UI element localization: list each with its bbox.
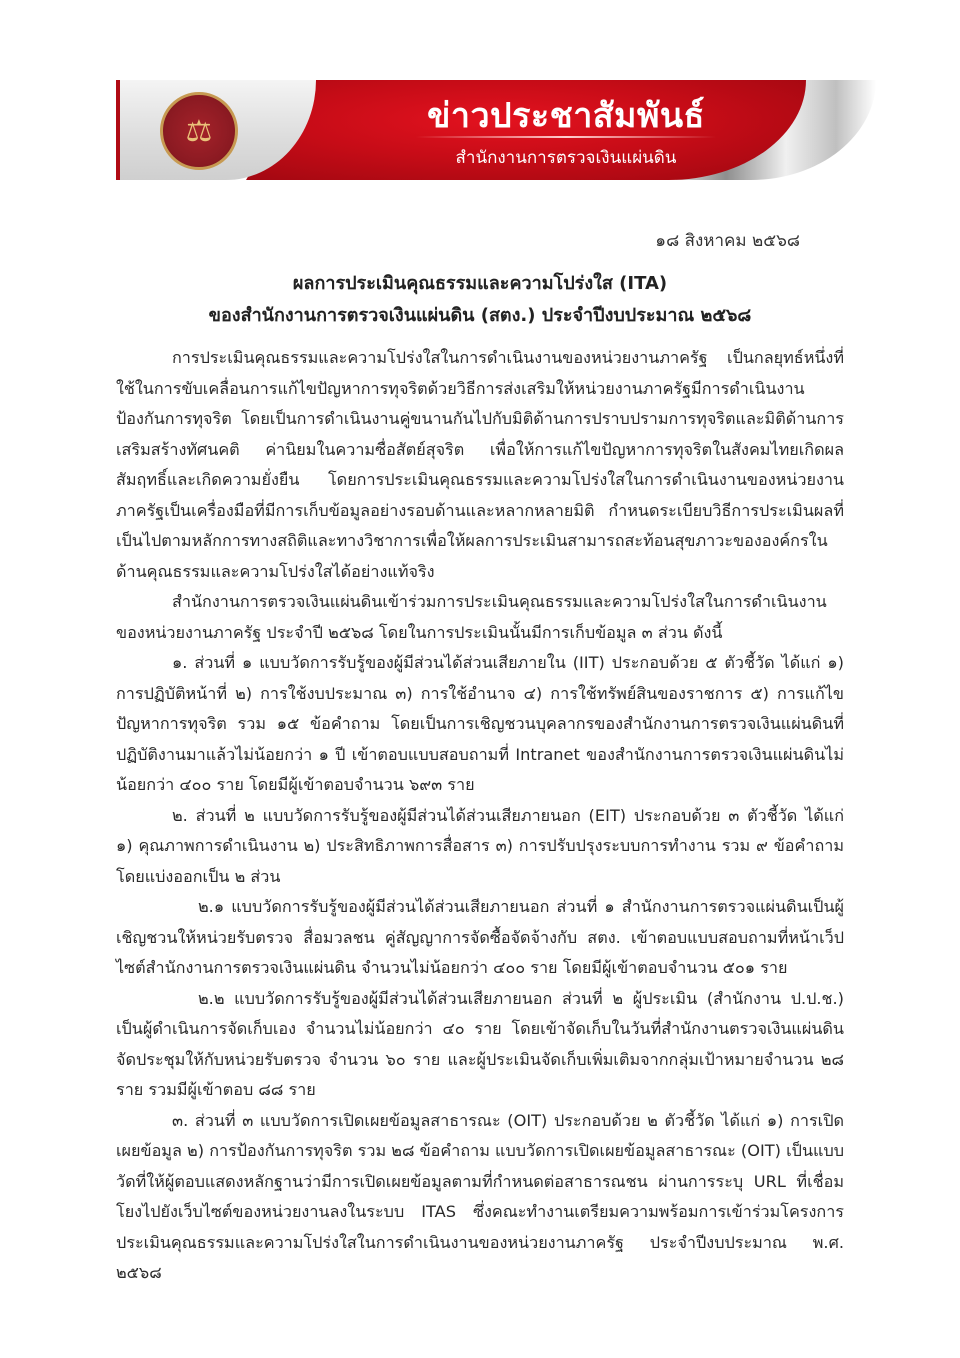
document-body — [116, 343, 844, 1289]
paragraph-part-2-2: ๒.๒ แบบวัดการรับรู้ของผู้มีส่วนได้ส่วนเสียภายนอก ส่วนที่ ๒ ผู้ประเมิน (สำนักงาน ป.ป.ช.) เป็นผู้ดำเนินการจัดเก็บเอง จำนวนไม่น้อยกว่า ๔๐ ราย โดยเข้าจัดเก็บในวันที่สำนักงานตรวจเงินแผ่นดินจัดประชุมให้กับหน่วยรับตรวจ จำนวน ๖๐ ราย และผู้ประเมินจัดเก็บเพิ่มเติมจากกลุ่มเป้าหมายจำนวน ๒๘ ราย รวมมีผู้เข้าตอบ ๘๘ ราย — [116, 988, 844, 1099]
paragraph-part-2-1: ๒.๑ แบบวัดการรับรู้ของผู้มีส่วนได้ส่วนเสียภายนอก ส่วนที่ ๑ สำนักงานการตรวจแผ่นดินเป็นผู้เชิญชวนให้หน่วยรับตรวจ สื่อมวลชน คู่สัญญาการจัดซื้อจัดจ้างกับ สตง. เข้าตอบแบบสอบถามที่หน้าเว็ปไซต์สำนักงานการตรวจเงินแผ่นดิน จำนวนไม่น้อยกว่า ๔๐๐ ราย โดยมีผู้เข้าตอบจำนวน ๕๐๑ ราย — [116, 897, 844, 977]
oag-seal-icon: ⚖ — [160, 92, 238, 170]
banner-title: ข่าวประชาสัมพันธ์ — [427, 96, 705, 136]
paragraph-part-1-iit: ๑. ส่วนที่ ๑ แบบวัดการรับรู้ของผู้มีส่วนได้ส่วนเสียภายใน (IIT) ประกอบด้วย ๕ ตัวชี้วัด ได้แก่ ๑) การปฏิบัติหน้าที่ ๒) การใช้งบประมาณ ๓) การใช้อำนาจ ๔) การใช้ทรัพย์สินของราชการ ๕) การแก้ไขปัญหาการทุจริต รวม ๑๕ ข้อคำถาม โดยเป็นการเชิญชวนบุคลากรของสำนักงานการตรวจเงินแผ่นดินที่ปฏิบัติงานมาแล้วไม่น้อยกว่า ๑ ปี เข้าตอบแบบสอบถามที่ Intranet ของสำนักงานการตรวจเงินแผ่นดินไม่น้อยกว่า ๔๐๐ ราย โดยมีผู้เข้าตอบจำนวน ๖๙๓ ราย — [116, 653, 844, 794]
banner-subtitle: สำนักงานการตรวจเงินแผ่นดิน — [455, 148, 677, 168]
document-date: ๑๘ สิงหาคม ๒๕๖๘ — [655, 231, 800, 251]
paragraph-part-3-oit: ๓. ส่วนที่ ๓ แบบวัดการเปิดเผยข้อมูลสาธารณะ (OIT) ประกอบด้วย ๒ ตัวชี้วัด ได้แก่ ๑) การเปิดเผยข้อมูล ๒) การป้องกันการทุจริต รวม ๒๘ ข้อคำถาม แบบวัดการเปิดเผยข้อมูลสาธารณะ (OIT) เป็นแบบวัดที่ให้ผู้ตอบแสดงหลักฐานว่ามีการเปิดเผยข้อมูลตามที่กำหนดต่อสาธารณชน ผ่านการระบุ URL ที่เชื่อมโยงไปยังเว็บไซต์ของหน่วยงานลงในระบบ ITAS ซึ่งคณะทำงานเตรียมความพร้อมการเข้าร่วมโครงการประเมินคุณธรรมและความโปร่งใสในการดำเนินงานของหน่วยงานภาครัฐ ประจำปีงบประมาณ พ.ศ. ๒๕๖๘ — [116, 1110, 844, 1282]
paragraph-part-2-eit: ๒. ส่วนที่ ๒ แบบวัดการรับรู้ของผู้มีส่วนได้ส่วนเสียภายนอก (EIT) ประกอบด้วย ๓ ตัวชี้วัด ได้แก่ ๑) คุณภาพการดำเนินงาน ๒) ประสิทธิภาพการสื่อสาร ๓) การปรับปรุงระบบการทำงาน รวม ๙ ข้อคำถาม โดยแบ่งออกเป็น ๒ ส่วน — [116, 805, 844, 886]
paragraph-intro: การประเมินคุณธรรมและความโปร่งใสในการดำเนินงานของหน่วยงานภาครัฐ เป็นกลยุทธ์หนึ่งที่ใช้ในการขับเคลื่อนการแก้ไขปัญหาการทุจริตด้วยวิธีการส่งเสริมให้หน่วยงานภาครัฐมีการดำเนินงานป้องกันการทุจริต โดยเป็นการดำเนินงานคู่ขนานกันไปกับมิติด้านการปราบปรามการทุจริตและมิติด้านการเสริมสร้างทัศนคติ ค่านิยมในความซื่อสัตย์สุจริต เพื่อให้การแก้ไขปัญหาการทุจริตในสังคมไทยเกิดผลสัมฤทธิ์และเกิดความยั่งยืน โดยการประเมินคุณธรรมและความโปร่งใสในการดำเนินงานของหน่วยงานภาครัฐเป็นเครื่องมือที่มีการเก็บข้อมูลอย่างรอบด้านและหลากหลายมิติ กำหนดระเบียบวิธีการประเมินผลที่เป็นไปตามหลักการทางสถิติและทางวิชาการเพื่อให้ผลการประเมินสามารถสะท้อนสุขภาวะขององค์กรในด้านคุณธรรมและความโปร่งใสได้อย่างแท้จริง — [116, 348, 844, 581]
banner-divider — [416, 136, 716, 138]
paragraph-participation: สำนักงานการตรวจเงินแผ่นดินเข้าร่วมการประเมินคุณธรรมและความโปร่งใสในการดำเนินงานของหน่วยงานภาครัฐ ประจำปี ๒๕๖๘ โดยในการประเมินนั้นมีการเก็บข้อมูล ๓ ส่วน ดังนี้ — [116, 592, 827, 642]
document-title-line-2: ของสำนักงานการตรวจเงินแผ่นดิน (สตง.) ประจำปีงบประมาณ ๒๕๖๘ — [208, 305, 752, 326]
press-release-banner — [116, 80, 892, 180]
document-title-line-1: ผลการประเมินคุณธรรมและความโปร่งใส (ITA) — [292, 273, 668, 294]
